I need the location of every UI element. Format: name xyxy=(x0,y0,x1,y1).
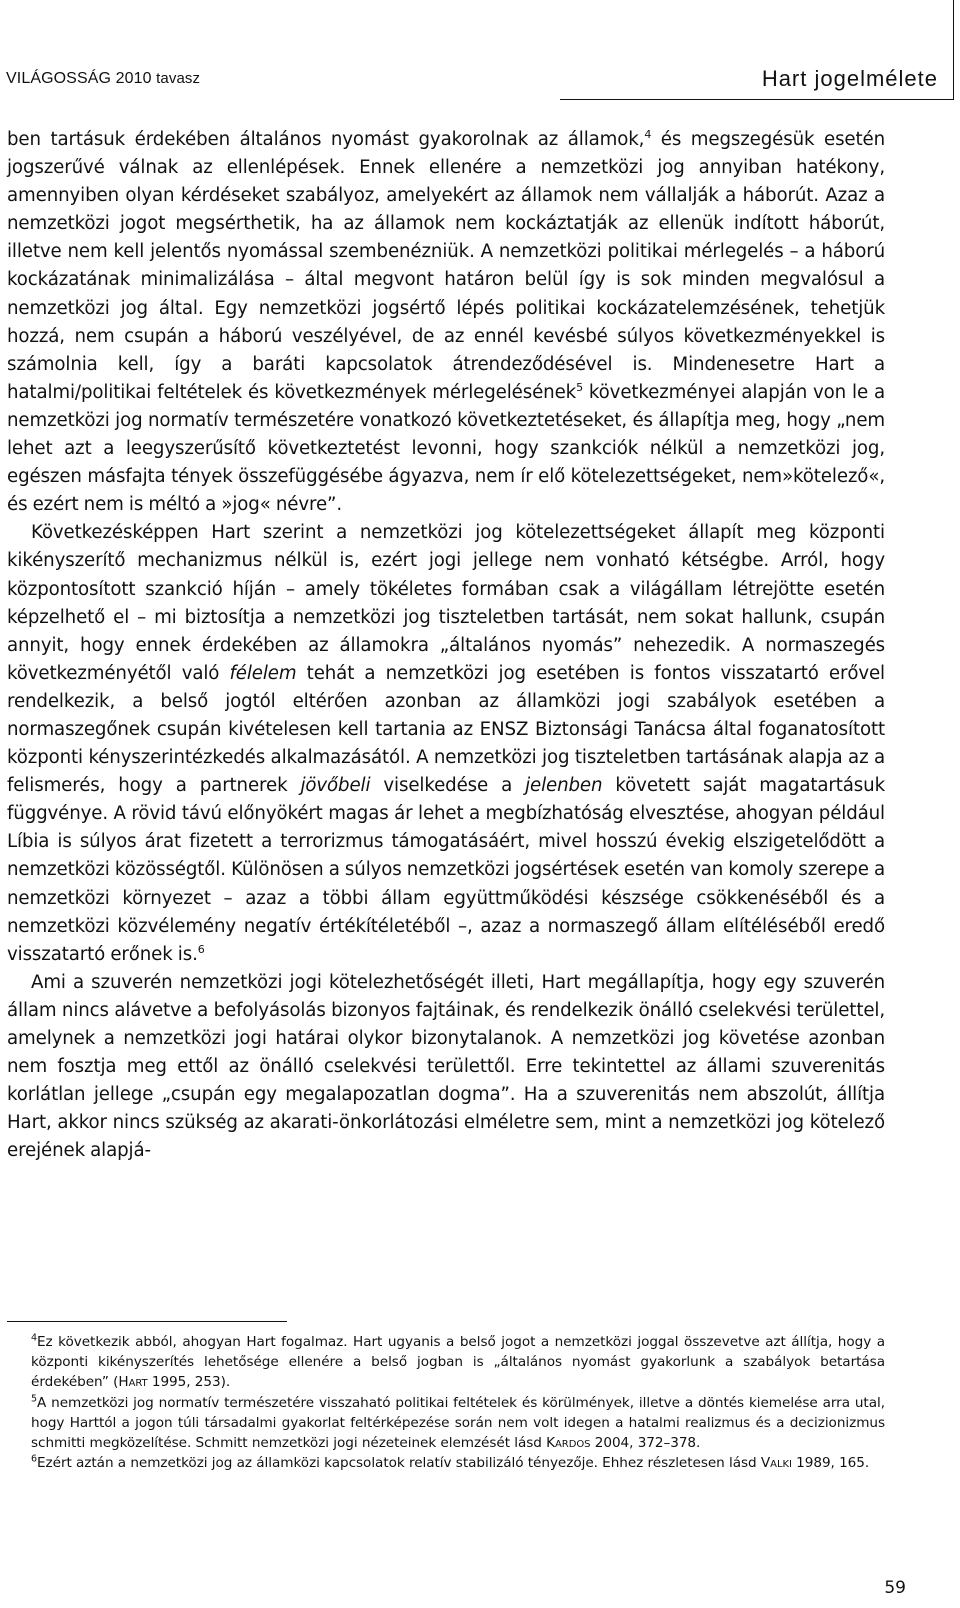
footnote-4 xyxy=(31,1333,885,1393)
footnote-ref-6[interactable]: 6 xyxy=(197,942,205,956)
footnote-citation: 1989, 165. xyxy=(791,1455,870,1472)
footnote-author: Kardos xyxy=(546,1434,591,1451)
paragraph-2-part-b: tehát a nemzetközi jog esetében is fontos visszatartó erővel rendelkezik, a belső jogtól eltérően azonban az államközi jogi szabályok esetében a normaszegőnek csupán kivételesen kell tartania az ENSZ Biztonsági Tanácsa által foganatosított központi kényszerintézkedés alkalmazásától. A nemzetközi jog tiszteletben tartásának alapja az a felismerés, hogy a partnerek xyxy=(7,662,885,797)
running-title: Hart jogelmélete xyxy=(761,66,938,91)
page-header xyxy=(0,0,960,100)
footnote-citation: 1995, 253). xyxy=(147,1373,231,1390)
footnote-6 xyxy=(31,1454,885,1474)
footnote-author: Hart xyxy=(118,1373,148,1390)
footnote-number: 5 xyxy=(31,1393,37,1405)
footnote-text: A nemzetközi jog normatív természetére visszaható politikai feltételek és körülmények, illetve a döntés kiemelése arra utal, hogy Harttól a jogon túli társadalmi gyakorlat feltérképezése során nem volt idegen a hatalmi realizmus és a decizionizmus schmitti megközelítése. Schmitt nemzetközi jogi nézeteinek elemzését lásd xyxy=(31,1394,885,1451)
paragraph-1-part-c: következményei alapján von le a nemzetközi jog normatív természetére vonatkozó következtetéseket, és állapítja meg, hogy „nem lehet azt a leegyszerűsítő következtetést levonni, hogy szankciók nélkül a nemzetközi jog, egészen másfajta tények összefüggésébe ágyazva, nem ír elő kötelezettségeket, nem»kötelező«, és ezért nem is méltó a »jog« névre”. xyxy=(7,381,885,516)
footnotes xyxy=(31,1333,885,1475)
emphasis-jelenben: jelenben xyxy=(525,775,603,797)
journal-name: VILÁGOSSÁG xyxy=(6,70,112,87)
footnote-text: Ez következik abból, ahogyan Hart fogalmaz. Hart ugyanis a belső jogot a nemzetközi joggal összevetve azt állítja, hogy a központi kikényszerítés lehetősége ellenére a belső jogban is „általános nyomást gyakorlunk a szabályok betartása érdekében” ( xyxy=(31,1334,885,1390)
footnote-citation: 2004, 372–378. xyxy=(590,1434,701,1451)
footnote-ref-4[interactable]: 4 xyxy=(644,127,652,141)
header-rule-vertical xyxy=(953,0,954,100)
header-rule-horizontal xyxy=(560,99,954,100)
paragraph-2-part-a: Következésképpen Hart szerint a nemzetközi jog kötelezettségeket állapít meg központi kikényszerítő mechanizmus nélkül is, ezért jogi jellege nem vonható kétségbe. Arról, hogy központosított szankció híján – amely tökéletes formában csak a világállam létrejötte esetén képzelhető el – mi biztosítja a nemzetközi jog tiszteletben tartását, nem sokat hallunk, csupán annyit, hogy ennek érdekében az államokra „általános nyomás” nehezedik. A normaszegés következményétől való xyxy=(7,522,885,684)
page-number: 59 xyxy=(884,1578,906,1598)
paragraph-1 xyxy=(7,126,885,519)
journal-title xyxy=(6,70,200,88)
paragraph-1-part-a: ben tartásuk érdekében általános nyomást gyakorolnak az államok, xyxy=(7,129,645,150)
footnote-separator xyxy=(7,1321,287,1322)
journal-season: tavasz xyxy=(156,70,201,87)
footnote-text: Ezért aztán a nemzetközi jog az államközi kapcsolatok relatív stabilizáló tényezője. Ehhez részletesen lásd xyxy=(37,1455,761,1472)
paragraph-2 xyxy=(7,519,885,969)
emphasis-jovobeli: jövőbeli xyxy=(300,775,371,797)
paragraph-2-part-d: követett saját magatartásuk függvénye. A rövid távú előnyökért magas ár lehet a megbízhatóság elvesztése, ahogyan például Líbia is súlyos árat fizetett a terrorizmus támogatásáért, mivel hosszú évekig elszigetelődött a nemzetközi közösségtől. Különösen a súlyos nemzetközi jogsértések esetén van komoly szerepe a nemzetközi környezet – azaz a többi állam együttműködési készsége csökkenéséből és a nemzetközi közvélemény negatív értékítéletéből –, azaz a normaszegő állam elítéléséből eredő visszatartó erőnek is. xyxy=(7,775,885,965)
paragraph-1-part-b: és megszegésük esetén jogszerűvé válnak az ellenlépések. Ennek ellenére a nemzetközi jog annyiban hatékony, amennyiben olyan kérdéseket szabályoz, amelyekért az államok nem vállalják a háborút. Azaz a nemzetközi jogot megsérthetik, ha az államok nem kockáztatják az ellenük indított háborút, illetve nem kell jelentős nyomással szembenézniük. A nemzetközi politikai mérlegelés – a háború kockázatának minimalizálása – által megvont határon belül így is sok minden megvalósul a nemzetközi jog által. Egy nemzetközi jogsértő lépés politikai kockázatelemzésének, tehetjük hozzá, nem csupán a háború veszélyével, de az ennél kevésbé súlyos következményekkel is számolnia kell, így a baráti kapcsolatok átrendeződésével is. Mindenesetre Hart a hatalmi/politikai feltételek és következmények mérlegelésének xyxy=(7,129,885,403)
footnote-number: 6 xyxy=(31,1453,37,1465)
paragraph-3-text: Ami a szuverén nemzetközi jogi kötelezhetőségét illeti, Hart megállapítja, hogy egy szuverén állam nincs alávetve a befolyásolás bizonyos fajtáinak, és rendelkezik önálló cselekvési területtel, amelynek a nemzetközi jogi határai olykor bizonytalanok. A nemzetközi jog követése azonban nem fosztja meg ettől az önálló cselekvési területtől. Erre tekintettel az állami szuverenitás korlátlan jellege „csupán egy megalapozatlan dogma”. Ha a szuverenitás nem abszolút, állítja Hart, akkor nincs szükség az akarati-önkorlátozási elméletre sem, mint a nemzetközi jog kötelező erejének alapjá- xyxy=(7,971,885,1162)
footnote-5 xyxy=(31,1394,885,1454)
paragraph-3 xyxy=(7,969,885,1166)
emphasis-felelem: félelem xyxy=(229,662,297,684)
journal-year: 2010 xyxy=(115,70,152,87)
footnote-number: 4 xyxy=(31,1332,37,1344)
footnote-ref-5[interactable]: 5 xyxy=(576,380,583,394)
paragraph-2-part-c: viselkedése a xyxy=(370,775,526,797)
body-text xyxy=(7,126,885,1165)
footnote-author: Valki xyxy=(760,1455,792,1472)
